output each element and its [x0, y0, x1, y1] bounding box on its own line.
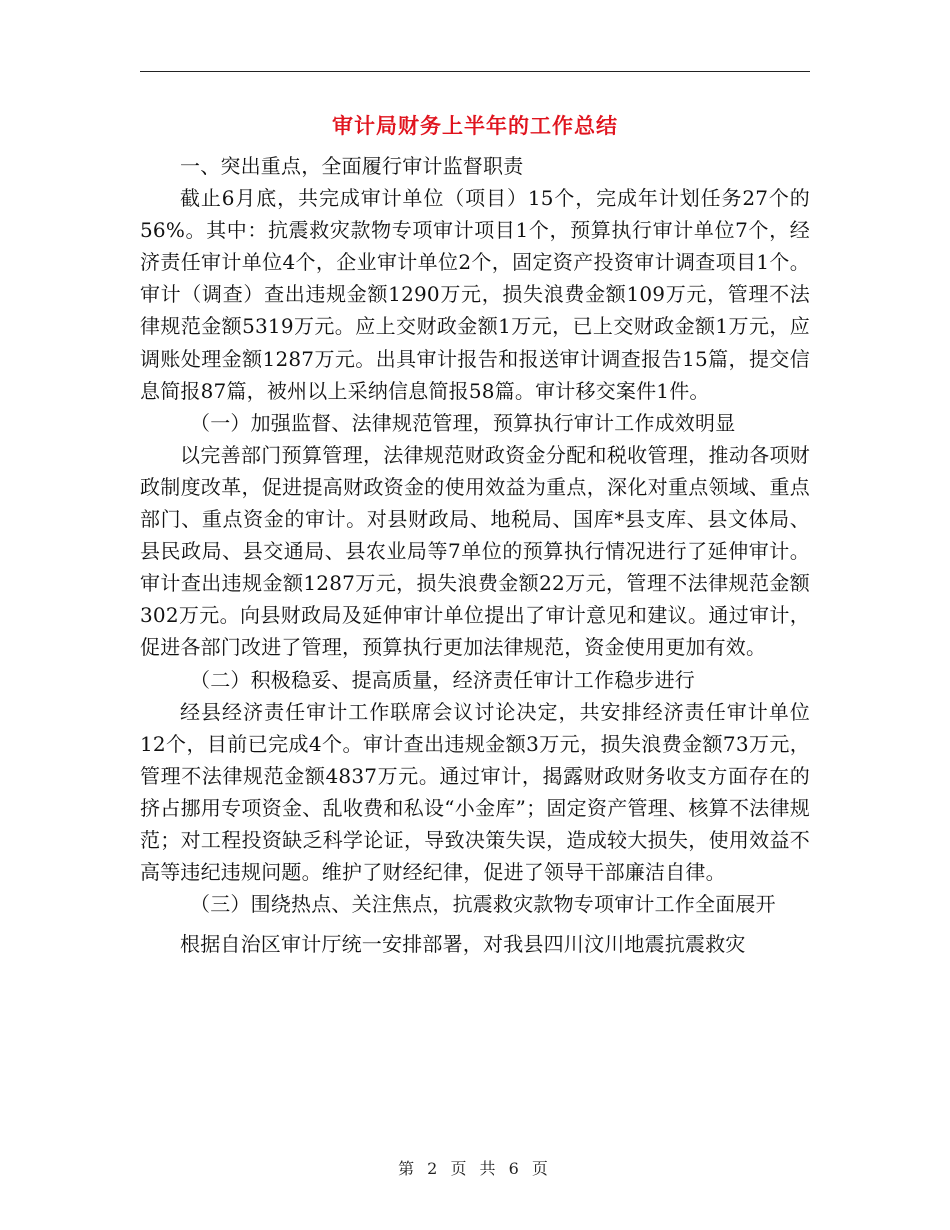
- paragraph-economic-responsibility: 经县经济责任审计工作联席会议讨论决定，共安排经济责任审计单位12个，目前已完成4个。审计查出违规金额3万元，损失浪费金额73万元，管理不法律规范金额4837万元。通过审计，揭露财政财务收支方面存在的挤占挪用专项资金、乱收费和私设“小金库”；固定资产管理、核算不法律规范；对工程投资缺乏科学论证，导致决策失误，造成较大损失，使用效益不高等违纪违规问题。维护了财经纪律，促进了领导干部廉洁自律。: [140, 699, 810, 885]
- paragraph-earthquake-relief: 根据自治区审计厅统一安排部署，对我县四川汶川地震抗震救灾: [180, 932, 746, 957]
- page-footer: 第 2 页 共 6 页: [398, 1159, 552, 1178]
- subheading-economic-responsibility: （二）积极稳妥、提高质量，经济责任审计工作稳步进行: [190, 667, 695, 692]
- document-title: 审计局财务上半年的工作总结: [332, 114, 618, 138]
- subheading-earthquake-relief: （三）围绕热点、关注焦点，抗震救灾款物专项审计工作全面展开: [190, 892, 776, 917]
- document-body: [140, 150, 810, 960]
- paragraph-budget: 以完善部门预算管理，法律规范财政资金分配和税收管理，推动各项财政制度改革，促进提高财政资金的使用效益为重点，深化对重点领域、重点部门、重点资金的审计。对县财政局、地税局、国库*县支库、县文体局、县民政局、县交通局、县农业局等7单位的预算执行情况进行了延伸审计。审计查出违规金额1287万元，损失浪费金额22万元，管理不法律规范金额302万元。向县财政局及延伸审计单位提出了审计意见和建议。通过审计，促进各部门改进了管理，预算执行更加法律规范，资金使用更加有效。: [140, 442, 810, 660]
- paragraph-summary: 截止6月底，共完成审计单位（项目）15个，完成年计划任务27个的56%。其中：抗震救灾款物专项审计项目1个，预算执行审计单位7个，经济责任审计单位4个，企业审计单位2个，固定资产投资审计调查项目1个。审计（调查）查出违规金额1290万元，损失浪费金额109万元，管理不法律规范金额5319万元。应上交财政金额1万元，已上交财政金额1万元，应调账处理金额1287万元。出具审计报告和报送审计调查报告15篇，提交信息简报87篇，被州以上采纳信息简报58篇。审计移交案件1件。: [140, 186, 810, 403]
- header-rule: [140, 71, 810, 72]
- section-heading-1: 一、突出重点，全面履行审计监督职责: [180, 154, 524, 178]
- subheading-budget: （一）加强监督、法律规范管理，预算执行审计工作成效明显: [190, 410, 736, 435]
